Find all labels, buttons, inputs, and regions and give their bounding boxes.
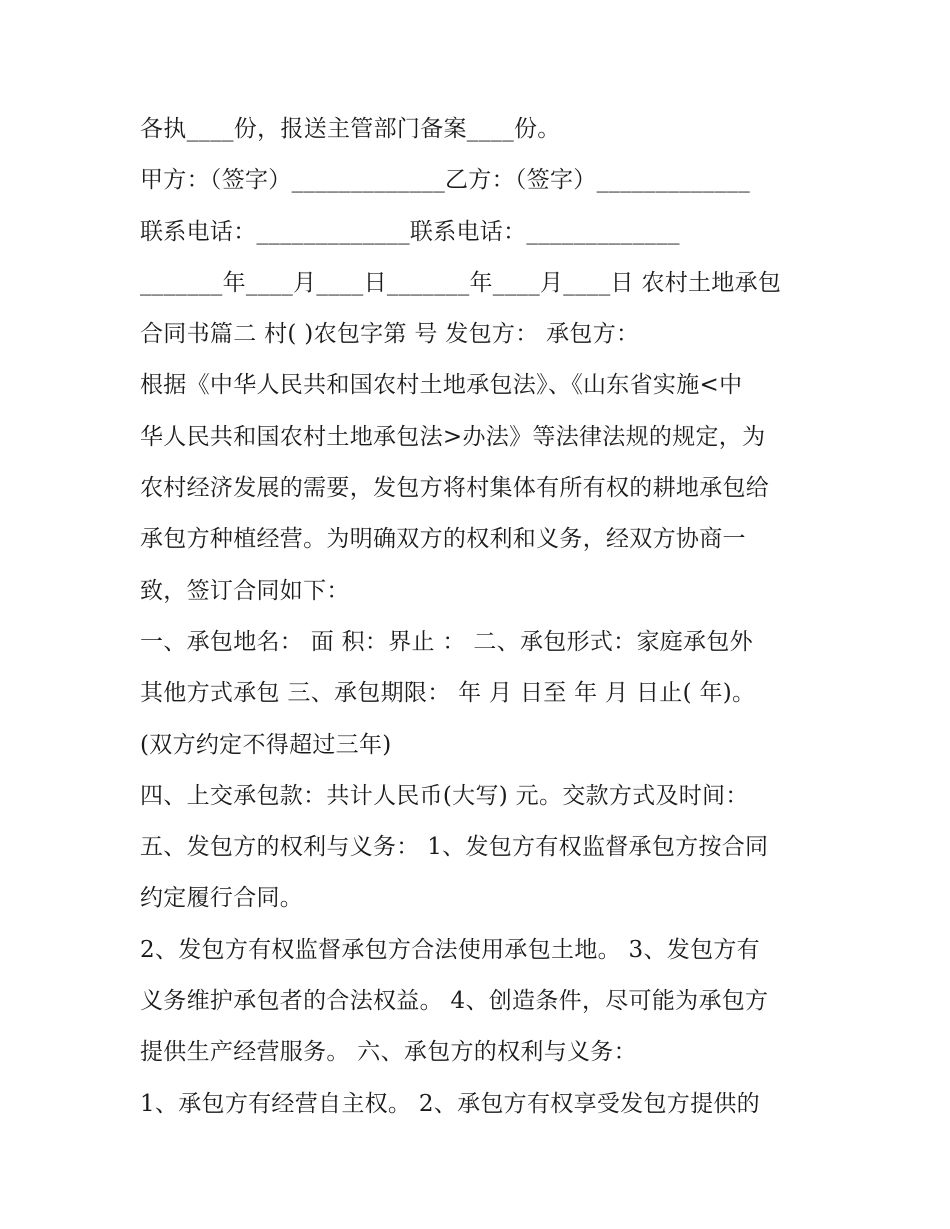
text-line: 合同书篇二 村( )农包字第 号 发包方： 承包方： [140, 321, 640, 348]
text-line: 农村经济发展的需要，发包方将村集体有所有权的耕地承包给 [140, 475, 770, 502]
text-line: 2、发包方有权监督承包方合法使用承包土地。 3、发包方有 [140, 936, 760, 963]
text-line: 一、承包地名： 面 积：界止 ： 二、承包形式：家庭承包外 [140, 628, 753, 655]
text-line: 华人民共和国农村土地承包法>办法》等法律法规的规定，为 [140, 423, 766, 450]
contract-text-body [140, 104, 830, 1130]
text-line: 各执____份，报送主管部门备案____份。 [140, 116, 561, 142]
text-line: 义务维护承包者的合法权益。 4、创造条件，尽可能为承包方 [140, 988, 769, 1015]
text-line: 1、承包方有经营自主权。 2、承包方有权享受发包方提供的 [140, 1090, 760, 1117]
text-line: (双方约定不得超过三年) [140, 731, 392, 758]
text-line: 联系电话：_____________联系电话：_____________ [140, 218, 680, 245]
text-line: 根据《中华人民共和国农村土地承包法》、《山东省实施<中 [140, 372, 743, 399]
text-line: 四、上交承包款：共计人民币(大写) 元。交款方式及时间： [140, 782, 749, 809]
text-line: 其他方式承包 三、承包期限： 年 月 日至 年 月 日止( 年)。 [140, 680, 756, 707]
text-line: 承包方种植经营。为明确双方的权利和义务，经双方协商一 [140, 526, 746, 553]
text-line: _______年____月____日_______年____月____日 农村土地承包 [140, 269, 782, 296]
text-line: 约定履行合同。 [140, 885, 304, 912]
text-line: 提供生产经营服务。 六、承包方的权利与义务： [140, 1039, 637, 1066]
text-line: 五、发包方的权利与义务： 1、发包方有权监督承包方按合同 [140, 834, 769, 861]
text-line: 致，签订合同如下： [140, 577, 350, 604]
text-line: 甲方：（签字）_____________乙方：（签字）_____________ [140, 167, 750, 194]
